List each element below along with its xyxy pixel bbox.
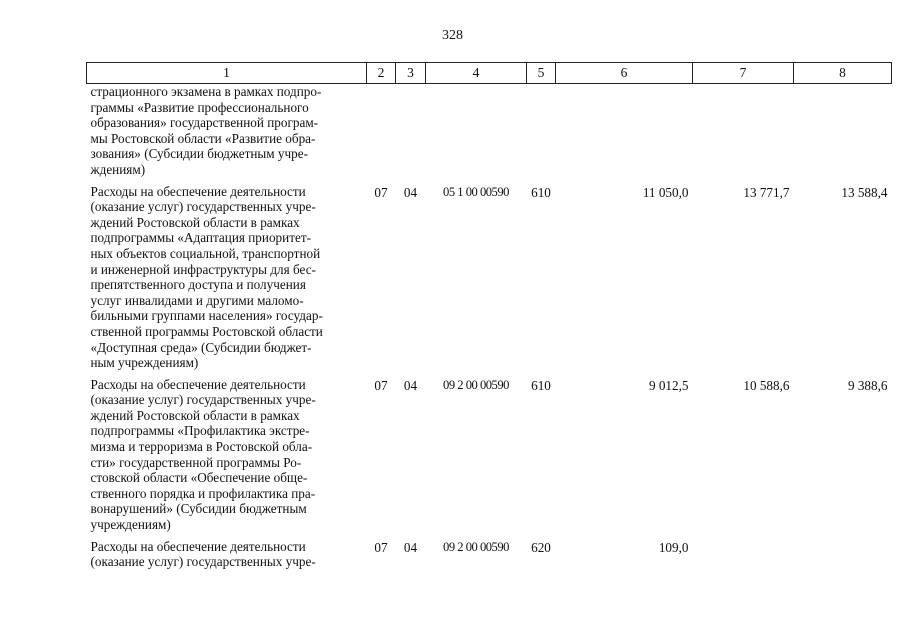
header-col-6: 6 bbox=[556, 63, 693, 84]
header-col-4: 4 bbox=[426, 63, 527, 84]
header-col-8: 8 bbox=[794, 63, 892, 84]
section-code: 07 bbox=[374, 377, 388, 393]
header-col-5: 5 bbox=[527, 63, 556, 84]
table-header bbox=[87, 63, 892, 84]
amount-col-7 bbox=[693, 539, 794, 576]
description-line: учреждениям) bbox=[90, 517, 171, 533]
description-line: бильными группами населения» государ- bbox=[90, 308, 323, 324]
row-description bbox=[87, 184, 367, 377]
page-number: 328 bbox=[442, 28, 463, 43]
table-row bbox=[87, 539, 892, 576]
description-line: мизма и терроризма в Ростовской обла- bbox=[90, 439, 313, 455]
description-line: зования» (Субсидии бюджетным учре- bbox=[90, 146, 309, 162]
amount-col-8 bbox=[794, 84, 892, 184]
amount-col-8 bbox=[794, 539, 892, 576]
description-line: (оказание услуг) государственных учре- bbox=[90, 199, 316, 215]
table-row bbox=[87, 184, 892, 377]
amount-col-7: 10 588,6 bbox=[743, 377, 790, 393]
description-line: стовской области «Обеспечение обще- bbox=[90, 470, 308, 486]
expense-type-code: 610 bbox=[531, 184, 551, 200]
target-article-code: 09 2 00 00590 bbox=[443, 377, 509, 392]
amount-col-6: 9 012,5 bbox=[648, 377, 689, 393]
table-row bbox=[87, 377, 892, 539]
header-row bbox=[87, 63, 892, 84]
header-col-2: 2 bbox=[367, 63, 396, 84]
header-col-1: 1 bbox=[87, 63, 367, 84]
target-article-code bbox=[426, 84, 527, 184]
subsection-code: 04 bbox=[403, 377, 418, 393]
target-article-code: 09 2 00 00590 bbox=[443, 539, 509, 554]
description-line: ждений Ростовской области в рамках bbox=[90, 407, 300, 423]
subsection-code: 04 bbox=[403, 184, 418, 200]
description-line: ственной программы Ростовской области bbox=[90, 323, 323, 339]
amount-col-7: 13 771,7 bbox=[743, 184, 790, 200]
description-line: сти» государственной программы Ро- bbox=[90, 454, 302, 470]
description-line: ных объектов социальной, транспортной bbox=[90, 245, 321, 261]
amount-col-6 bbox=[556, 84, 693, 184]
description-line: (оказание услуг) государственных учре- bbox=[90, 554, 316, 570]
header-col-7: 7 bbox=[693, 63, 794, 84]
amount-col-7 bbox=[693, 84, 794, 184]
amount-col-8: 9 388,6 bbox=[847, 377, 888, 393]
description-line: образования» государственной програм- bbox=[90, 115, 319, 131]
description-line: ждений Ростовской области в рамках bbox=[90, 214, 300, 230]
table-body bbox=[87, 84, 892, 576]
description-line: препятственного доступа и получения bbox=[90, 277, 306, 293]
section-code: 07 bbox=[374, 184, 388, 200]
description-line: ственного порядка и профилактика пра- bbox=[90, 485, 316, 501]
description-line: Расходы на обеспечение деятельности bbox=[90, 538, 306, 554]
description-line: вонарушений» (Субсидии бюджетным bbox=[90, 501, 307, 517]
description-line: Расходы на обеспечение деятельности bbox=[90, 183, 306, 199]
section-code bbox=[367, 84, 396, 184]
budget-table bbox=[86, 62, 892, 576]
description-line: услуг инвалидами и другими маломо- bbox=[90, 292, 304, 308]
subsection-code: 04 bbox=[403, 539, 418, 555]
row-description bbox=[87, 539, 367, 576]
description-line: и инженерной инфраструктуры для бес- bbox=[90, 261, 316, 277]
description-line: мы Ростовской области «Развитие обра- bbox=[90, 130, 316, 146]
description-line: (оказание услуг) государственных учре- bbox=[90, 392, 316, 408]
description-line: ным учреждениям) bbox=[90, 355, 199, 371]
description-line: страционного экзамена в рамках подпро- bbox=[90, 84, 322, 99]
description-line: «Доступная среда» (Субсидии бюджет- bbox=[90, 339, 312, 355]
amount-col-8: 13 588,4 bbox=[841, 184, 888, 200]
expense-type-code: 610 bbox=[531, 377, 551, 393]
description-line: ждениям) bbox=[90, 161, 146, 177]
subsection-code bbox=[396, 84, 426, 184]
description-line: Расходы на обеспечение деятельности bbox=[90, 376, 306, 392]
target-article-code: 05 1 00 00590 bbox=[443, 184, 509, 199]
description-line: граммы «Развитие профессионального bbox=[90, 99, 309, 115]
expense-type-code bbox=[527, 84, 556, 184]
amount-col-6: 109,0 bbox=[658, 539, 689, 555]
row-description bbox=[87, 377, 367, 539]
description-line: подпрограммы «Адаптация приоритет- bbox=[90, 230, 311, 246]
section-code: 07 bbox=[374, 539, 388, 555]
header-col-3: 3 bbox=[396, 63, 426, 84]
amount-col-6: 11 050,0 bbox=[642, 184, 689, 200]
row-description bbox=[87, 84, 367, 184]
description-line: подпрограммы «Профилактика экстре- bbox=[90, 423, 310, 439]
expense-type-code: 620 bbox=[531, 539, 551, 555]
table-row bbox=[87, 84, 892, 184]
